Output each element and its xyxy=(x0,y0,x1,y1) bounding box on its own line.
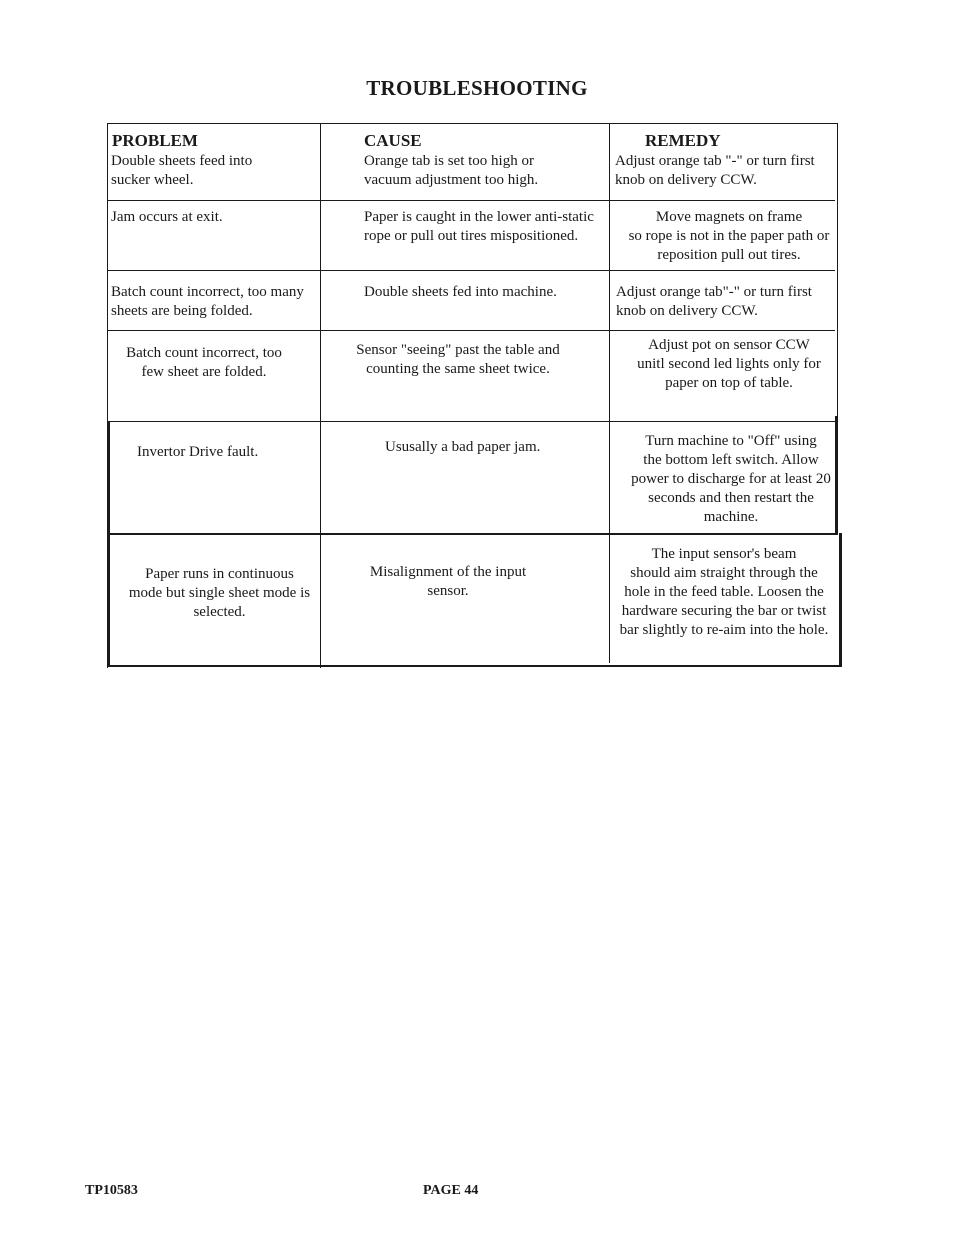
row3-remedy: Adjust orange tab"-" or turn first knob on delivery CCW. xyxy=(616,284,812,319)
row4-cause: Sensor "seeing" past the table and counting the same sheet twice. xyxy=(356,342,560,377)
header-cause: CAUSE xyxy=(364,131,422,150)
row1-remedy: Adjust orange tab "-" or turn first knob on delivery CCW. xyxy=(615,153,815,188)
page-number: PAGE 44 xyxy=(423,1183,479,1198)
header-problem: PROBLEM xyxy=(112,131,198,150)
row5-cause: Ususally a bad paper jam. xyxy=(385,439,541,455)
row-divider xyxy=(107,533,838,535)
column-divider-2 xyxy=(609,123,610,663)
row-divider xyxy=(107,270,835,271)
row-divider xyxy=(107,200,835,201)
row1-cause: Orange tab is set too high or vacuum adjustment too high. xyxy=(364,153,539,188)
row2-remedy: Move magnets on frame so rope is not in the paper path or reposition pull out tires. xyxy=(628,209,830,263)
row3-problem: Batch count incorrect, too many sheets are being folded. xyxy=(111,284,304,319)
row6-cause: Misalignment of the input sensor. xyxy=(369,564,527,599)
row3-cause: Double sheets fed into machine. xyxy=(364,284,557,300)
table-top-border xyxy=(107,123,838,124)
row6-left-border xyxy=(107,533,110,667)
page-title: TROUBLESHOOTING xyxy=(366,76,588,100)
row6-right-border xyxy=(839,533,842,667)
table-right-border xyxy=(837,123,838,418)
row-divider xyxy=(107,330,835,331)
row2-problem: Jam occurs at exit. xyxy=(111,209,223,225)
header-remedy: REMEDY xyxy=(645,131,721,150)
document-id: TP10583 xyxy=(85,1183,138,1198)
row6-remedy: The input sensor's beam should aim straight through the hole in the feed table. Loosen the hardware securing the bar or twist bar slightly to re-aim into the hole. xyxy=(619,546,829,638)
row2-cause: Paper is caught in the lower anti-static rope or pull out tires mispositioned. xyxy=(364,209,594,244)
row5-left-border xyxy=(107,421,110,535)
row5-problem: Invertor Drive fault. xyxy=(137,444,259,460)
troubleshooting-table xyxy=(107,123,838,668)
row5-remedy: Turn machine to "Off" using the bottom left switch. Allow power to discharge for at least 20 seconds and then restart the machine. xyxy=(631,433,831,525)
column-divider-1 xyxy=(320,123,321,668)
row4-remedy: Adjust pot on sensor CCW unitl second led lights only for paper on top of table. xyxy=(637,337,821,391)
table-bottom-border xyxy=(107,665,842,667)
row6-problem: Paper runs in continuous mode but single sheet mode is selected. xyxy=(128,566,311,620)
row1-problem: Double sheets feed into sucker wheel. xyxy=(111,153,253,188)
row4-problem: Batch count incorrect, too few sheet are folded. xyxy=(126,345,282,380)
row-divider xyxy=(107,421,837,422)
